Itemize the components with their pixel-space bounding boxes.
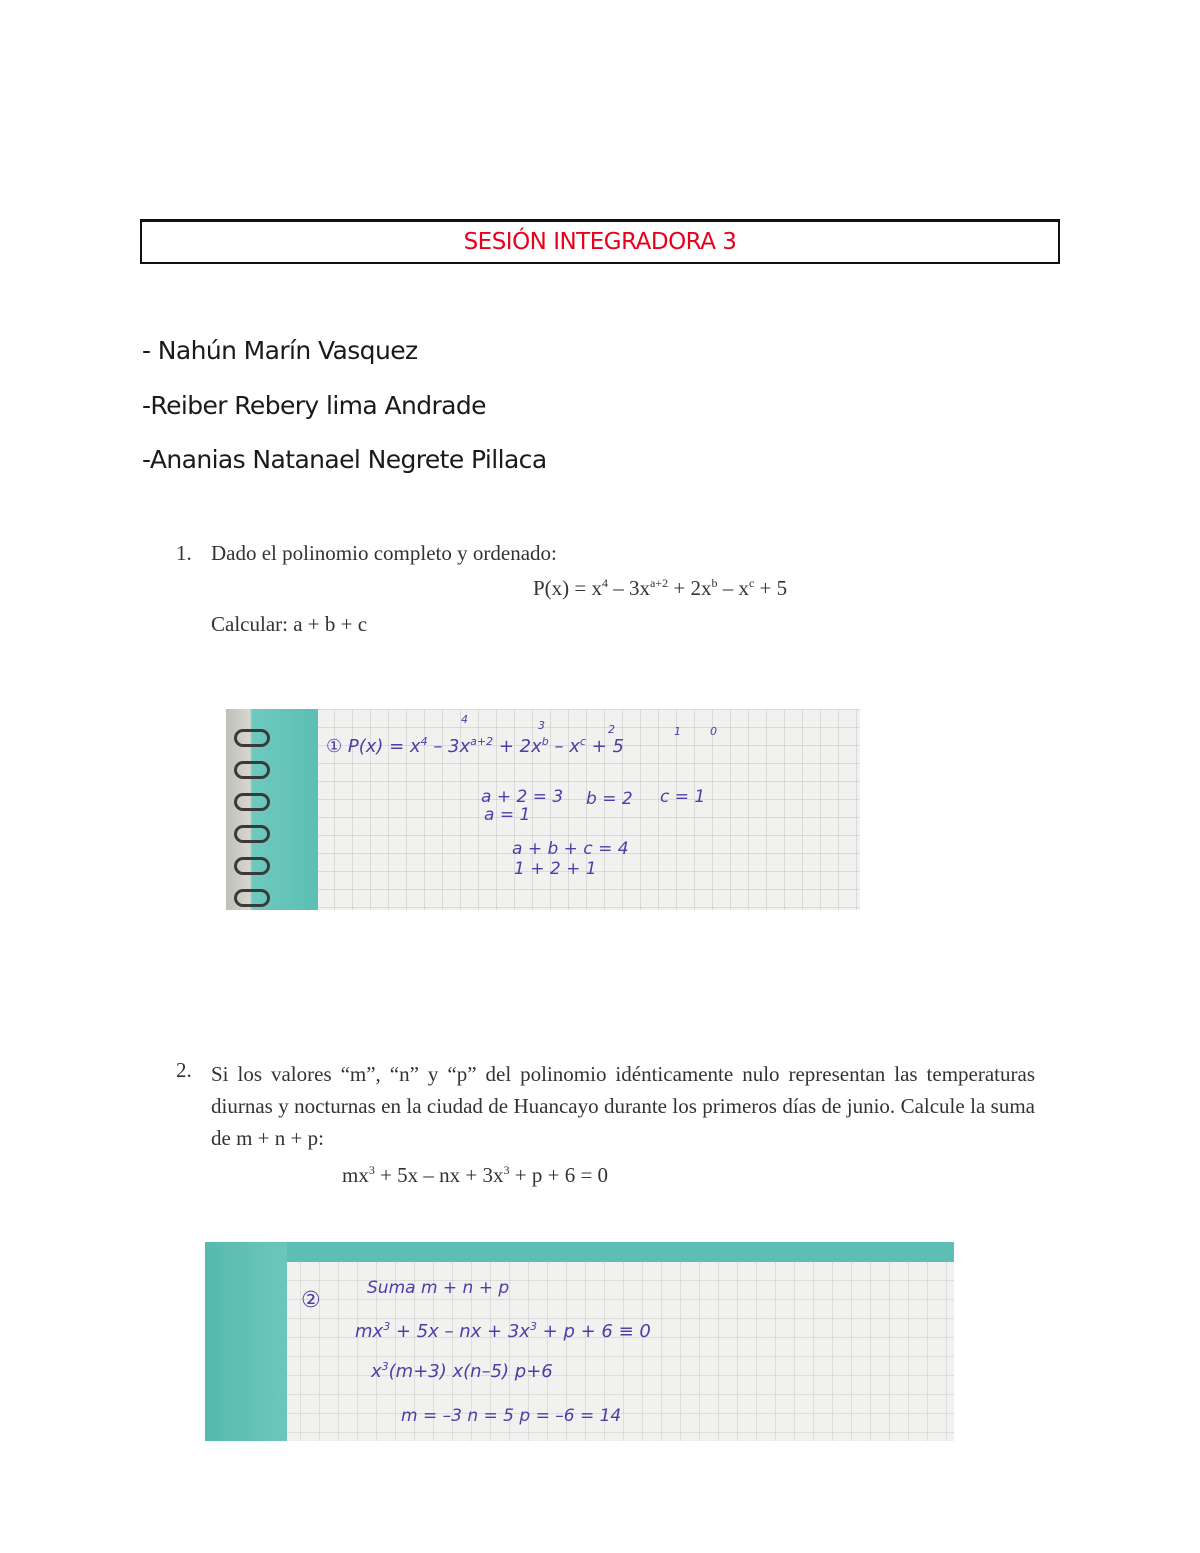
hand-sum: a + b + c = 4 — [512, 839, 629, 859]
page-title: SESIÓN INTEGRADORA 3 — [463, 229, 737, 255]
hand-a-eq: a + 2 = 3 — [481, 787, 564, 807]
author-2: -Reiber Rebery lima Andrade — [142, 391, 486, 420]
hand-equation: $mx^3 + 5x$ – nx + $3x^3 + p + 6 \equiv 0$ — [355, 1320, 651, 1342]
spiral-ring — [234, 857, 270, 875]
q1-formula: $P(x) = x^4 - 3x^{a+2} + 2x^b - x^c + 5$ — [533, 576, 788, 600]
spiral-ring — [234, 825, 270, 843]
hand-line-1: ① $P(x) = x^4 - 3x^{a+2} + 2x^b - x^c + 5$ — [326, 735, 624, 757]
hand-c-eq: c = 1 — [660, 787, 706, 807]
hand-sup: 4 — [461, 713, 468, 726]
q2-text: Si los valores “m”, “n” y “p” del polinomio idénticamente nulo representan las temperaturas diurnas y nocturnas en la ciudad de Huancayo durante los primeros días de junio. Calcule la suma de m + n + p: — [211, 1062, 1035, 1150]
author-3: -Ananias Natanael Negrete Pillaca — [142, 445, 547, 474]
hand-factored: $x^3(m+3)$ x(n–5) p+6 — [371, 1360, 553, 1382]
hand-results: m = –3 n = 5 p = –6 = 14 — [401, 1406, 622, 1426]
spiral-ring — [234, 889, 270, 907]
hand-sum-values: 1 + 2 + 1 — [514, 859, 597, 879]
hand-b-eq: b = 2 — [586, 789, 633, 809]
hand-sup: 1 — [674, 725, 681, 738]
q1-calc: Calcular: a + b + c — [211, 612, 368, 636]
hand-sup: 3 — [538, 719, 545, 732]
hand-sup: 0 — [710, 725, 717, 738]
spiral-ring — [234, 729, 270, 747]
spiral-ring — [234, 761, 270, 779]
hand-sup: 2 — [608, 723, 615, 736]
spiral-ring — [234, 793, 270, 811]
notebook-cover-side — [205, 1242, 287, 1441]
notebook-cover-top — [205, 1242, 954, 1262]
notebook-photo-1 — [226, 709, 860, 910]
title-box — [140, 219, 1060, 264]
q2-number: 2. — [176, 1058, 192, 1082]
q1-number: 1. — [176, 541, 192, 565]
q1-prompt: Dado el polinomio completo y ordenado: — [211, 541, 557, 565]
q2-formula: $mx^3 + 5x$ – nx + $3x^3 + p + 6 = 0$ — [342, 1163, 609, 1187]
hand-suma: Suma m + n + p — [367, 1278, 510, 1298]
hand-circle-2: ② — [301, 1288, 321, 1313]
author-1: - Nahún Marín Vasquez — [142, 336, 418, 365]
hand-a-val: a = 1 — [484, 805, 531, 825]
notebook-photo-2 — [205, 1242, 954, 1441]
